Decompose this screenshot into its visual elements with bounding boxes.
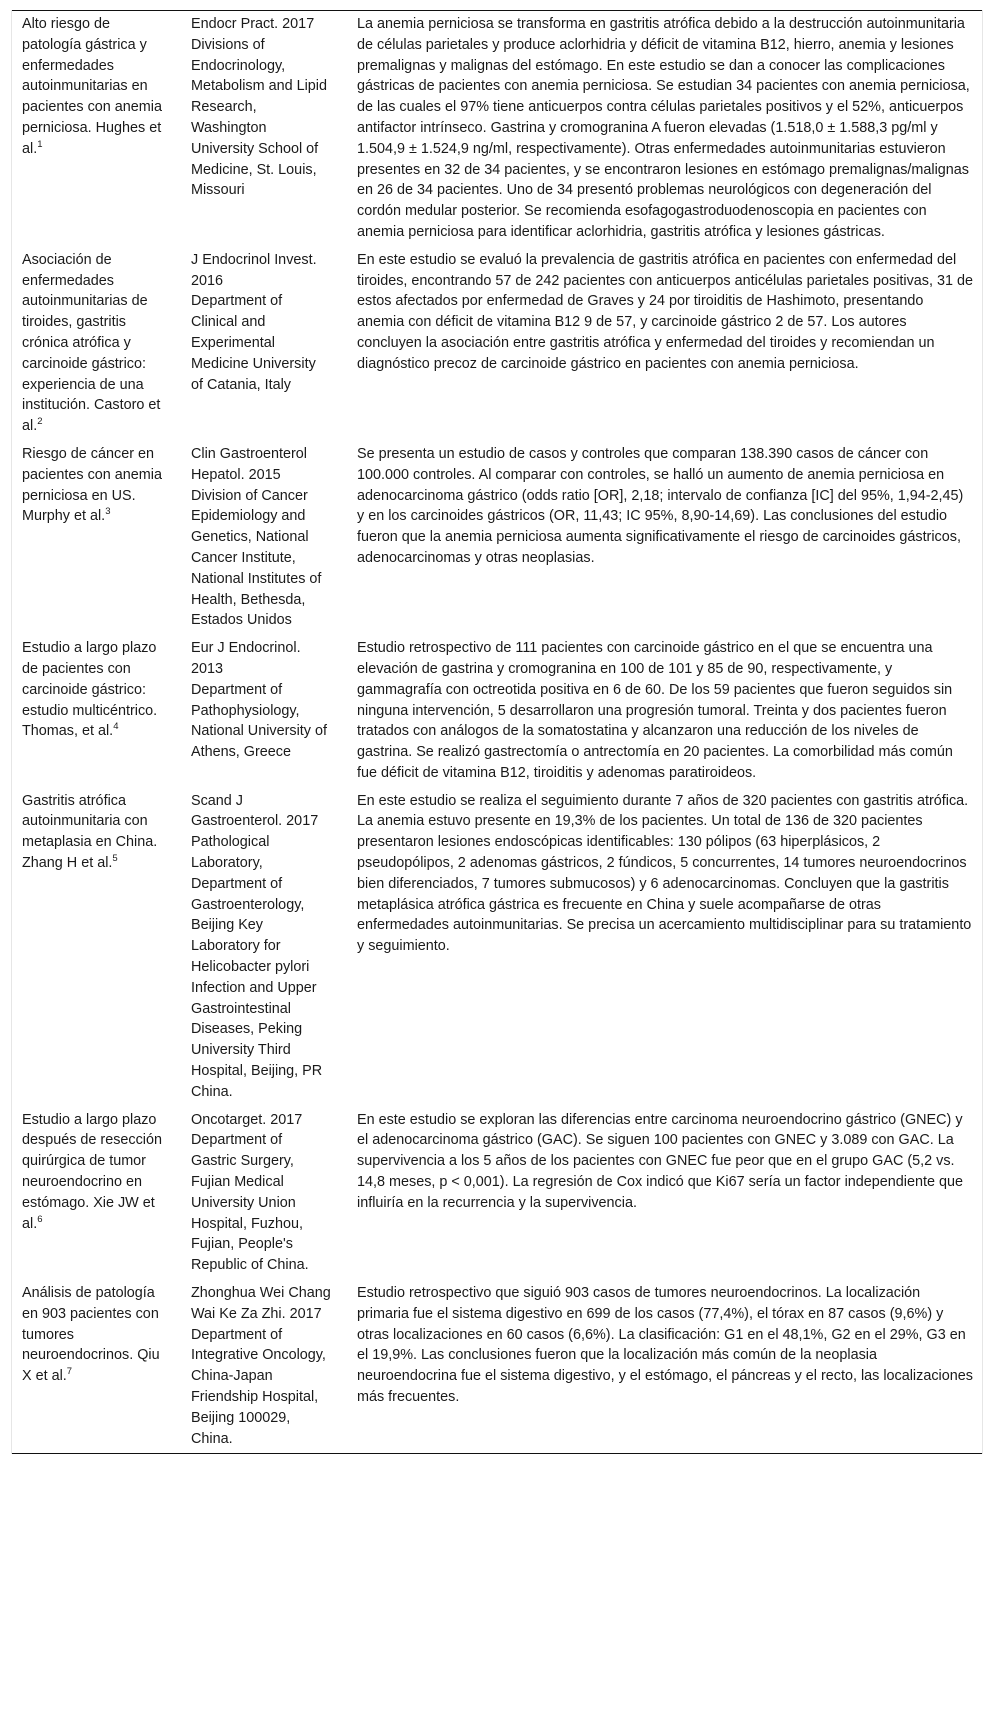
- source-cell: [175, 1107, 341, 1280]
- source-cell: [175, 635, 341, 788]
- source-cell: [175, 247, 341, 441]
- reference-number: 5: [112, 853, 118, 865]
- journal: Zhonghua Wei Chang Wai Ke Za Zhi. 2017: [191, 1285, 331, 1322]
- reference-number: 3: [105, 506, 111, 518]
- source-cell: [175, 441, 341, 635]
- summary-cell: Estudio retrospectivo que siguió 903 casos de tumores neuroendocrinos. La localización primaria fue el sistema digestivo en 699 de los casos (77,4%), el tórax en 87 casos (9,6%) y otras localizaciones en 60 casos (6,6%). La clasificación: G1 en el 48,1%, G2 en el 29%, G3 en el 19,9%. Las conclusiones fueron que la localización más común de la neoplasia neuroendocrina fue el sistema digestivo, y el estómago, el páncreas y el recto, las localizaciones más frecuentes.: [357, 1285, 973, 1405]
- table-row: [12, 1107, 982, 1280]
- study-title: Estudio a largo plazo de pacientes con carcinoide gástrico: estudio multicéntrico. Thomas, et al.: [22, 640, 158, 740]
- journal: Eur J Endocrinol. 2013: [191, 640, 301, 677]
- table-row: [12, 788, 982, 1107]
- reference-number: 6: [37, 1213, 43, 1225]
- study-title-cell: [12, 11, 175, 247]
- journal: Clin Gastroenterol Hepatol. 2015: [191, 445, 307, 483]
- journal: Endocr Pract. 2017: [191, 16, 315, 32]
- reference-number: 2: [37, 416, 43, 428]
- study-title: Estudio a largo plazo después de resección quirúrgica de tumor neuroendocrino en estómago. Xie JW et al.: [22, 1111, 162, 1232]
- table-row: [12, 1280, 982, 1454]
- affiliation: Department of Clinical and Experimental Medicine University of Catania, Italy: [191, 293, 316, 393]
- table-row: [12, 441, 982, 635]
- summary-cell: En este estudio se evaluó la prevalencia de gastritis atrófica en pacientes con enfermedad del tiroides, encontrando 57 de 242 pacientes con anticuerpos anticélulas parietales positivas, 31 de estos afectados por enfermedad de Graves y 24 por tiroiditis de Hashimoto, presentando anemia con déficit de vitamina B12 9 de 57, y carcinoide gástrico 2 de 57. Los autores concluyen la asociación entre gastritis atrófica y enfermedad del tiroides y recomiendan un diagnóstico precoz de carcinoide gástrico en pacientes con anemia perniciosa.: [357, 251, 974, 372]
- affiliation: Divisions of Endocrinology, Metabolism and Lipid Research, Washington University School of Medicine, St. Louis, Missouri: [191, 36, 327, 199]
- study-title-cell: [12, 788, 175, 1107]
- source-cell: [175, 1280, 341, 1454]
- summary-cell: Estudio retrospectivo de 111 pacientes con carcinoide gástrico en el que se encuentra una elevación de gastrina y cromogranina en 100 de 101 y 85 de 90, respectivamente, y gammagrafía con octreotida positiva en 6 de 60. De los 59 pacientes que fueron seguidos sin ninguna intervención, 5 desarrollaron una progresión tumoral. Treinta y dos pacientes fueron tratados con análogos de la somatostatina y alcanzaron una reducción de los niveles de gastrina. Se realizó gastrectomía o antrectomía en 20 pacientes. La comorbilidad más común fue déficit de vitamina B12, tiroiditis y adenomas paratiroideos.: [357, 640, 953, 781]
- journal: Oncotarget. 2017: [191, 1111, 303, 1128]
- summary-cell: Se presenta un estudio de casos y controles que comparan 138.390 casos de cáncer con 100.000 controles. Al comparar con controles, se halló un aumento de anemia perniciosa en adenocarcinoma gástrico (odds ratio [OR], 2,18; intervalo de confianza [IC] del 95%, 1,94-2,45) y en los carcinoides gástricos (OR, 11,43; IC 95%, 8,90-14,69). Las conclusiones del estudio fueron que la anemia perniciosa aumenta significativamente el riesgo de carcinoides gástricos, adenocarcinomas y otras neoplasias.: [357, 445, 964, 566]
- study-title: Gastritis atrófica autoinmunitaria con metaplasia en China. Zhang H et al.: [22, 792, 158, 872]
- summary-cell: En este estudio se exploran las diferencias entre carcinoma neuroendocrino gástrico (GNEC) y el adenocarcinoma gástrico (GAC). Se siguen 100 pacientes con GNEC y 3.089 con GAC. La supervivencia a los 5 años de los pacientes con GNEC fue peor que en el grupo GAC (5,2 vs. 14,8 meses, p < 0,001). La regresión de Cox indicó que Ki67 sería un factor independiente que influiría en la recurrencia y la supervivencia.: [357, 1111, 964, 1211]
- study-title-cell: [12, 1107, 175, 1280]
- affiliation: Pathological Laboratory, Department of Gastroenterology, Beijing Key Laboratory for Helicobacter pylori Infection and Upper Gastrointestinal Diseases, Peking University Third Hospital, Beijing, PR China.: [191, 834, 323, 1100]
- reference-number: 7: [66, 1366, 73, 1378]
- studies-table: [12, 10, 982, 1454]
- study-title-cell: [12, 635, 175, 788]
- summary-cell: En este estudio se realiza el seguimiento durante 7 años de 320 pacientes con gastritis atrófica. La anemia estuvo presente en 19,3% de los pacientes. Un total de 136 de 320 pacientes presentaron lesiones endoscópicas identificables: 130 pólipos (63 hiperplásicos, 2 pseudopólipos, 2 adenomas gástricos, 2 fúndicos, 5 concurrentes, 14 tumores neuroendocrinos bien diferenciados, 7 tumores submucosos) y 6 adenocarcinomas. Concluyen que la gastritis metaplásica atrófica gástrica es frecuente en China y suele acompañarse de otras enfermedades autoinmunitarias. Se precisa un acercamiento multidisciplinar para su tratamiento y seguimiento.: [357, 792, 972, 955]
- source-cell: [175, 788, 341, 1107]
- reference-number: 4: [113, 721, 119, 733]
- study-title: Asociación de enfermedades autoinmunitarias de tiroides, gastritis crónica atrófica y carcinoide gástrico: experiencia de una institución. Castoro et al.: [22, 251, 161, 435]
- study-title-cell: [12, 1280, 175, 1454]
- study-title-cell: [12, 441, 175, 635]
- summary-cell: La anemia perniciosa se transforma en gastritis atrófica debido a la destrucción autoinmunitaria de células parietales y produce aclorhidria y déficit de vitamina B12, hierro, anemia y lesiones premalignas y malignas del estómago. En este estudio se dan a conocer las complicaciones gástricas de pacientes con anemia perniciosa. Se estudian 34 pacientes con anemia perniciosa, de las cuales el 97% tiene anticuerpos contra células parietales positivos y el 52%, anticuerpos antifactor intrínseco. Gastrina y cromogranina A fueron elevadas (1.518,0 ± 1.588,3 pg/ml y 1.504,9 ± 1.524,9 ng/ml, respectivamente). Otras enfermedades autoinmunitarias estuvieron presentes en 32 de 34 pacientes, y se encontraron lesiones en estómago premalignas/malignas en 26 de 34 pacientes. Uno de 34 presentó problemas neurológicos con degeneración del cordón medular posterior. Se recomienda esofagogastroduodenoscopia en pacientes con anemia perniciosa para identificar aclorhidria, gastritis atrófica y lesiones gástricas.: [357, 16, 970, 240]
- affiliation: Division of Cancer Epidemiology and Genetics, National Cancer Institute, National Institutes of Health, Bethesda, Estados Unidos: [191, 487, 322, 629]
- reference-number: 1: [37, 138, 43, 150]
- study-title: Riesgo de cáncer en pacientes con anemia perniciosa en US. Murphy et al.: [22, 445, 162, 525]
- table-row: [12, 635, 982, 788]
- table-row: [12, 247, 982, 441]
- study-title: Análisis de patología en 903 pacientes con tumores neuroendocrinos. Qiu X et al.: [22, 1285, 160, 1385]
- affiliation: Department of Integrative Oncology, China-Japan Friendship Hospital, Beijing 100029, China.: [191, 1326, 326, 1447]
- studies-table-container: [11, 10, 983, 1454]
- table-row: [12, 11, 982, 247]
- journal: J Endocrinol Invest. 2016: [191, 251, 317, 289]
- journal: Scand J Gastroenterol. 2017: [191, 792, 319, 830]
- affiliation: Department of Gastric Surgery, Fujian Medical University Union Hospital, Fuzhou, Fujian, People's Republic of China.: [191, 1132, 309, 1274]
- affiliation: Department of Pathophysiology, National University of Athens, Greece: [191, 681, 327, 761]
- study-title: Alto riesgo de patología gástrica y enfermedades autoinmunitarias en pacientes con anemia perniciosa. Hughes et al.: [22, 16, 162, 157]
- study-title-cell: [12, 247, 175, 441]
- source-cell: [175, 11, 341, 247]
